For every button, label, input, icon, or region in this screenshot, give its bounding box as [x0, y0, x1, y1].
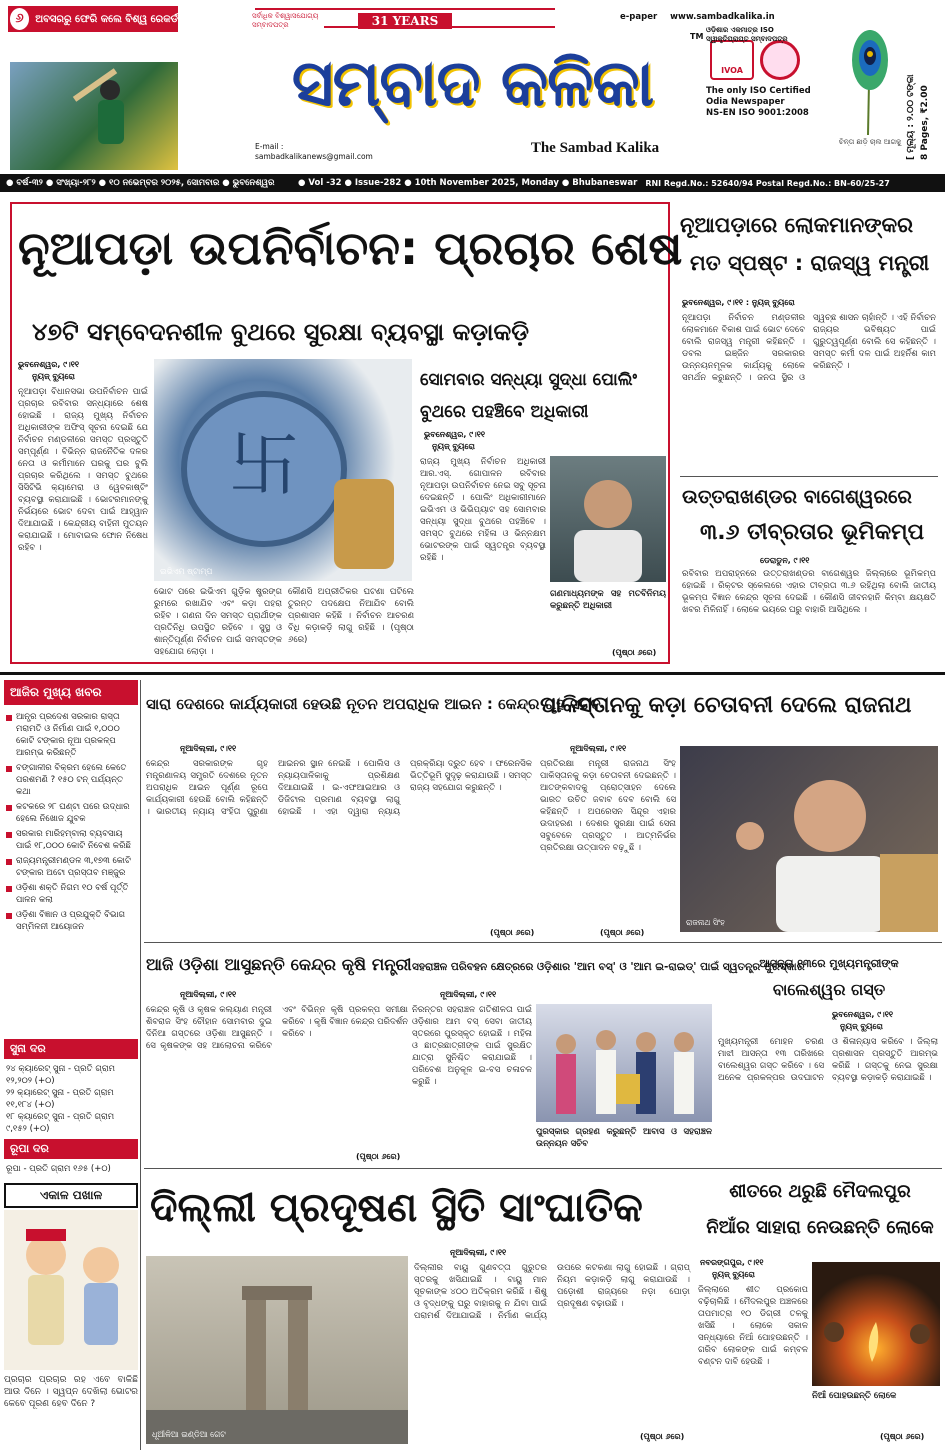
sidebar-divider — [140, 680, 141, 1450]
cm-visit-body: ମୁଖ୍ୟମନ୍ତ୍ରୀ ମୋହନ ଚରଣ ମାଝୀ ଆସନ୍ତା ୧୩ ତାରିଖରେ ବାଲେଶ୍ୱର ଗସ୍ତ କରିବେ । ସେ ଅନେକ ପ୍ରକଳ୍ପର ଉଦଘାଟନ ଓ ଶିଳାନ୍ୟାସ କରିବେ । ଜିଲ୍ଲା ପ୍ରଶାସନ ପ୍ରସ୍ତୁତି ଆରମ୍ଭ କରିଛି । ଗସ୍ତକୁ ନେଇ ସୁରକ୍ଷା ବ୍ୟବସ୍ଥା କଡ଼ାକଡ଼ି କରାଯାଇଛି । — [718, 1037, 938, 1083]
sidebar-news-item[interactable]: କଟକରେ ୨୮ ଘଣ୍ଟା ପରେ ଉଦ୍ଧାର ହେଲେ ନିଖୋଜ ଯୁବକ — [6, 801, 136, 825]
cartoon-title: ଏକାଳ ପଖାଳ — [4, 1183, 138, 1208]
dateline-english: ● Vol -32 ● Issue-282 ● 10th November 2025, Monday ● Bhubaneswar — [298, 178, 638, 188]
lead-photo[interactable] — [154, 359, 412, 581]
agri-more[interactable]: (ପୃଷ୍ଠା ୬ରେ) — [356, 1152, 401, 1161]
gold-rate-label: ୧୮ କ୍ୟାରେଟ୍ ସୁନା - ପ୍ରତି ଗ୍ରାମ — [6, 1112, 115, 1122]
masthead — [0, 0, 945, 172]
gold-rate-label: ୨୪ କ୍ୟାରେଟ୍ ସୁନା - ପ୍ରତି ଗ୍ରାମ — [6, 1064, 115, 1074]
iso-line3: NS-EN ISO 9001:2008 — [706, 108, 809, 118]
cartoon-caption: ପ୍ରଚାର ପ୍ରଚାର ରହ ଏବେ ବାକିଛି ଆଉ ଦିନେ । ସ୍ୱପ୍ନ ଦେଖିଲା ଭୋଟର କେବେ ପୂରଣ ହେବ ଦିନେ ? — [4, 1375, 138, 1409]
lead-story — [10, 202, 683, 664]
sidebar-title: ଆଜିର ମୁଖ୍ୟ ଖବର — [4, 680, 138, 705]
lead-col4: କୌଣସି ଅପ୍ରୀତିକର ଘଟଣା ଘଟିଲେ ତୁରନ୍ତ ପଦକ୍ଷେପ ନିଆଯିବ ବୋଲି ପ୍ରଶାସନ କହିଛି । ନିର୍ବାଚନ ଆଚରଣ ବିଧି କଡ଼ାକଡ଼ି ଲାଗୁ ରହିଛି । (ପୃଷ୍ଠା ୬ରେ) — [288, 587, 414, 645]
ama-bus-dateline: ନୂଆଦିଲ୍ଲୀ, ୯।୧୧ — [440, 990, 497, 999]
lead-body: ନୂଆପଡ଼ା ବିଧାନସଭା ଉପନିର୍ବାଚନ ପାଇଁ ପ୍ରଚାର ରବିବାର ସନ୍ଧ୍ୟାରେ ଶେଷ ହୋଇଛି । ରାଜ୍ୟ ମୁଖ୍ୟ ନିର୍ବାଚନ ଅଧିକାରୀଙ୍କ ଅଫିସ୍ ସୂଚନା ଦେଇଛି ଯେ ନିର୍ବାଚନ ମଣ୍ଡଳୀରେ ସମସ୍ତ ପ୍ରସ୍ତୁତି ସମ୍ପୂର୍ଣ୍ଣ । ବିଭିନ୍ନ ରାଜନୈତିକ ଦଳର ନେତା ଓ କର୍ମୀମାନେ ଘରକୁ ଘର ବୁଲି ପ୍ରଚାର କରିଥିଲେ । ସମସ୍ତ ବୁଥରେ ସିସିଟିଭି କ୍ୟାମେରା ଓ ୱେବକାଷ୍ଟିଂ ବ୍ୟବସ୍ଥା କରାଯାଇଛି । ଭୋଟରମାନଙ୍କୁ ନିର୍ଭୟରେ ଭୋଟ ଦେବା ପାଇଁ ଆହ୍ୱାନ ଦିଆଯାଇଛି । କେନ୍ଦ୍ରୀୟ ବାହିନୀ ମୁତୟନ କରାଯାଇଛି । ମୋବାଇଲ ଫୋନ ନିଷେଧ ରହିବ । — [18, 387, 148, 553]
ballot-stamp-icon — [154, 359, 412, 581]
quake-body: ରବିବାର ଅପରାହ୍ନରେ ଉତ୍ତରାଖଣ୍ଡର ବାଗେଶ୍ୱର ଜିଲ୍ଲାରେ ଭୂମିକମ୍ପ ହୋଇଛି । ରିକ୍ଟର ସ୍କେଲରେ ଏହାର ତୀବ୍ରତା ୩.୬ ରହିଥିଲା ବୋଲି ଜାତୀୟ ଭୂକମ୍ପ ବିଜ୍ଞାନ କେନ୍ଦ୍ର ସୂଚନା ଦେଇଛି । କୌଣସି ଜୀବନହାନି କିମ୍ବା କ୍ଷୟକ୍ଷତି ଖବର ମିଳିନାହିଁ । ଲୋକେ ଭୟରେ ଘରୁ ବାହାରି ଆସିଥିଲେ । — [682, 569, 936, 615]
right-top-headline1[interactable]: ନୂଆପଡ଼ାରେ ଲୋକମାନଙ୍କର — [680, 213, 914, 237]
iso-odia: ଓଡ଼ିଶାର ଏକମାତ୍ର ISO ସ୍ୱୀକୃତିପ୍ରାପ୍ତ ସମ୍ବାଦପତ୍ର — [706, 26, 788, 43]
gold-title: ସୁନା ଦର — [4, 1039, 138, 1059]
ama-bus-headline[interactable]: ସହରାଞ୍ଚଳ ପରିବହନ କ୍ଷେତ୍ରରେ ଓଡ଼ିଶାର 'ଆମ ବସ୍' ଓ 'ଆମ ଇ-ରାଇଡ୍' ପାଇଁ ସ୍ୱତନ୍ତ୍ର ପୁରସ୍କାର — [412, 961, 805, 973]
silver-title: ରୂପା ଦର — [4, 1139, 138, 1159]
row2-divider — [144, 942, 942, 943]
rajnath-photo[interactable] — [680, 746, 938, 932]
agri-body: କେନ୍ଦ୍ର କୃଷି ଓ କୃଷକ କଲ୍ୟାଣ ମନ୍ତ୍ରୀ ଶିବରାଜ ସିଂହ ଚୌହାନ ସୋମବାର ଦୁଇ ଦିନିଆ ଗସ୍ତରେ ଓଡ଼ିଶା ଆସୁଛନ୍ତି । ସେ କୃଷକଙ୍କ ସହ ଆଲୋଚନା କରିବେ ଏବଂ ବିଭିନ୍ନ କୃଷି ପ୍ରକଳ୍ପ ସମୀକ୍ଷା କରିବେ । କୃଷି ବିଜ୍ଞାନ କେନ୍ଦ୍ର ପରିଦର୍ଶନ କରିବେ । — [146, 1005, 408, 1051]
award-ceremony-icon — [536, 1004, 712, 1122]
cold-dateline: ନବରଙ୍ଗପୁର, ୯।୧୧ — [700, 1258, 764, 1267]
tagline: ସର୍ବାଧିକ ବିଶ୍ୱାସଯୋଗ୍ୟ ସମ୍ବାଦପତ୍ର — [252, 12, 324, 30]
cm-visit-headline1[interactable]: ଆସନ୍ତା ୧୩ରେ ମୁଖ୍ୟମନ୍ତ୍ରୀଙ୍କ — [759, 957, 899, 970]
iso-english — [706, 86, 826, 119]
rajnath-more[interactable]: (ପୃଷ୍ଠା ୬ରେ) — [600, 928, 645, 937]
feather-caption: ଚିନ୍ତା ଛାଡ଼ି ଚାଲ ଆଗକୁ — [838, 138, 902, 146]
web-links[interactable] — [620, 12, 820, 22]
award-caption: ପୁରସ୍କାର ଗ୍ରହଣ କରୁଛନ୍ତି ଆବାସ ଓ ସହରାଞ୍ଚଳ ଉନ୍ନୟନ ସଚିବ — [536, 1127, 712, 1149]
svg-text:卐: 卐 — [229, 424, 299, 506]
cold-headline2[interactable]: ନିଆଁର ସାହାରା ନେଉଛନ୍ତି ଲୋକେ — [706, 1217, 934, 1238]
epaper-link[interactable]: e-paper — [620, 12, 658, 22]
gold-rate-label: ୨୨ କ୍ୟାରେଟ୍ ସୁନା - ପ୍ରତି ଗ୍ରାମ — [6, 1088, 114, 1098]
sidebar-news-item[interactable]: ଆନ୍ଧ୍ର ପ୍ରଦେଶ ସରକାର ରାସ୍ତା ମରାମତି ଓ ନିର୍ମାଣ ପାଇଁ ୧,୦୦୦ କୋଟି ଟଙ୍କାର ନୂଆ ପ୍ରକଳ୍ପ ଆରମ୍ଭ କରିଛନ୍ତି — [6, 711, 136, 759]
gold-rate-value: ୧୨,୨୦୨ (+୦) — [6, 1076, 55, 1086]
lead-side-headline2[interactable]: ବୁଥରେ ପହଞ୍ଚିବେ ଅଧିକାରୀ — [420, 402, 589, 422]
iso-line1: The only ISO Certified — [706, 86, 811, 96]
email-block — [255, 142, 405, 162]
sidebar-news-item[interactable]: ଓଡ଼ିଶା ଶକ୍ତି ନିଗମ ୧୦ ବର୍ଷ ପୂର୍ତ୍ତି ପାଳନ କଲା — [6, 882, 136, 906]
cartoon-icon — [6, 1215, 136, 1365]
delhi-dateline: ନୂଆଦିଲ୍ଲୀ, ୯।୧୧ — [450, 1248, 507, 1257]
anniversary-label: 31 YEARS — [358, 13, 453, 29]
cm-visit-headline2[interactable]: ବାଲେଶ୍ୱର ଗସ୍ତ — [772, 980, 886, 999]
cricket-photo[interactable] — [10, 62, 178, 170]
teaser-bar[interactable] — [8, 6, 178, 32]
page-number: ୬ — [10, 8, 29, 30]
row3-divider — [144, 1168, 942, 1169]
lead-photo-label: ଇଭିଏମ ଷ୍ଟାମ୍ପ — [160, 567, 213, 576]
crime-law-body: କେନ୍ଦ୍ର ସରକାରଙ୍କ ଗୃହ ମନ୍ତ୍ରଣାଳୟ ସମ୍ପ୍ରତି ଦେଶରେ ନୂତନ ଅପରାଧିକ ଆଇନ ପୂର୍ଣ୍ଣ ରୂପେ କାର୍ଯ୍ୟକାରୀ ହେଉଛି ବୋଲି କହିଛନ୍ତି । ଭାରତୀୟ ନ୍ୟାୟ ସଂହିତା ପୁରୁଣା ଆଇନର ସ୍ଥାନ ନେଇଛି । ପୋଲିସ ଓ ନ୍ୟାୟପାଳିକାକୁ ପ୍ରଶିକ୍ଷଣ ଦିଆଯାଇଛି । ଇ-ଏଫଆଇଆର ଓ ଡିଜିଟାଲ ପ୍ରମାଣ ବ୍ୟବସ୍ଥା ଲାଗୁ ହୋଇଛି । ଏହା ଦ୍ୱାରା ନ୍ୟାୟ ପ୍ରକ୍ରିୟା ଦ୍ରୁତ ହେବ । ଫରେନସିକ ଭିତ୍ତିଭୂମି ସୁଦୃଢ଼ କରାଯାଉଛି । ସମସ୍ତ ରାଜ୍ୟ ସହଯୋଗ କରୁଛନ୍ତି । — [146, 759, 532, 817]
pages-label: 8 Pages, ₹2.00 — [920, 85, 930, 160]
lead-side-more[interactable]: (ପୃଷ୍ଠା ୬ରେ) — [612, 648, 657, 657]
official-photo[interactable] — [550, 456, 666, 582]
rajnath-body: ପ୍ରତିରକ୍ଷା ମନ୍ତ୍ରୀ ରାଜନାଥ ସିଂହ ପାକିସ୍ତାନକୁ କଡ଼ା ଚେତାବନୀ ଦେଇଛନ୍ତି । ଆତଙ୍କବାଦକୁ ପ୍ରୋତ୍ସାହନ ଦେଲେ ଭାରତ ଉଚିତ ଜବାବ ଦେବ ବୋଲି ସେ କହିଛନ୍ତି । ଅପରେସନ ସିନ୍ଦୂର ଏହାର ଉଦାହରଣ । ଦେଶର ସୁରକ୍ଷା ପାଇଁ ସେନା ସବୁବେଳେ ପ୍ରସ୍ତୁତ । ଆତ୍ମନିର୍ଭର ପ୍ରତିରକ୍ଷା ଉତ୍ପାଦନ ବଢ଼ୁଛି । — [540, 759, 676, 853]
lead-side-bureau: ନ୍ୟୁଜ୍ ବ୍ୟୁରୋ — [432, 442, 475, 451]
cartoon-image[interactable] — [4, 1210, 138, 1370]
masthead-logo[interactable] — [250, 34, 695, 134]
registration: RNI Regd.No.: 52640/94 Postal Regd.No.: BN-60/25-27 — [645, 178, 890, 188]
teaser-text: ଅବସରରୁ ଫେରି କଲେ ବିଶ୍ୱ ରେକର୍ଡ — [35, 13, 178, 25]
peacock-feather-icon — [838, 20, 898, 140]
crime-law-more[interactable]: (ପୃଷ୍ଠା ୬ରେ) — [490, 928, 535, 937]
cold-body: ଜିଲ୍ଲାରେ ଶୀତ ପ୍ରକୋପ ବଢ଼ିଚାଲିଛି । ମୈଦଲପୁର ଅଞ୍ଚଳରେ ତାପମାତ୍ରା ୧୦ ଡିଗ୍ରୀ ତଳକୁ ଖସିଛି । ଲୋକେ ସକାଳ ସନ୍ଧ୍ୟାରେ ନିଆଁ ପୋହଉଛନ୍ତି । ଗରିବ ଲୋକଙ୍କ ପାଇଁ କମ୍ବଳ ବଣ୍ଟନ ଦାବି ହେଉଛି । — [698, 1285, 808, 1367]
ivoa-logo — [710, 40, 754, 80]
cm-visit-bureau: ନ୍ୟୁଜ୍ ବ୍ୟୁରୋ — [840, 1022, 883, 1031]
right-top-headline2[interactable]: ମତ ସ୍ପଷ୍ଟ : ରାଜସ୍ୱ ମନ୍ତ୍ରୀ — [690, 251, 930, 275]
quake-headline2[interactable]: ୩.୬ ତୀବ୍ରତାର ଭୂମିକମ୍ପ — [700, 520, 925, 545]
cold-more[interactable]: (ପୃଷ୍ଠା ୬ରେ) — [880, 1432, 925, 1441]
rajnath-portrait-icon — [680, 746, 938, 932]
bonfire-icon — [812, 1262, 940, 1386]
delhi-body: ଦିଲ୍ଲୀର ବାୟୁ ଗୁଣବତ୍ତା ଗୁରୁତର ସ୍ତରକୁ ଖସିଯାଇଛି । ବାୟୁ ମାନ ସୂଚକାଙ୍କ ୪୦୦ ଅତିକ୍ରମ କରିଛି । ଶିଶୁ ଓ ବୃଦ୍ଧଙ୍କୁ ଘରୁ ବାହାରକୁ ନ ଯିବା ପାଇଁ ପରାମର୍ଶ ଦିଆଯାଇଛି । ନିର୍ମାଣ କାର୍ଯ୍ୟ ଉପରେ କଟକଣା ଲାଗୁ ହୋଇଛି । ଗ୍ରାପ୍ ନିୟମ କଡ଼ାକଡ଼ି ଲାଗୁ କରାଯାଉଛି । ପଡ଼ୋଶୀ ରାଜ୍ୟରେ ନଡ଼ା ପୋଡ଼ା ପ୍ରଦୂଷଣ ବଢ଼ାଉଛି । — [414, 1263, 690, 1321]
cold-headline1[interactable]: ଶୀତରେ ଥରୁଛି ମୈଦଲପୁର — [729, 1181, 911, 1202]
sidebar-news-item[interactable]: ଓଡ଼ିଶା ବିଜ୍ଞାନ ଓ ପ୍ରଯୁକ୍ତି ବିଭାଗ ସମ୍ମିଳନୀ ଆୟୋଜନ — [6, 909, 136, 933]
official-caption: ଗଣମାଧ୍ୟମଙ୍କ ସହ ମତବିନିମୟ କରୁଛନ୍ତି ଅଧିକାରୀ — [550, 589, 666, 611]
sidebar-list — [4, 705, 138, 1035]
lead-side-body: ରାଜ୍ୟ ମୁଖ୍ୟ ନିର୍ବାଚନ ଅଧିକାରୀ ଆର.ଏସ୍. ଗୋପାଳନ ରବିବାର ନୂଆପଡ଼ା ଉପନିର୍ବାଚନ ନେଇ ସବୁ ସୂଚନା ଦେଇଛନ୍ତି । ପୋଲିଂ ଅଧିକାରୀମାନେ ଇଭିଏମ ଓ ଭିଭିପ୍ୟାଟ ସହ ସୋମବାର ସନ୍ଧ୍ୟା ସୁଦ୍ଧା ବୁଥରେ ପହଞ୍ଚିବେ । ସମସ୍ତ ବୁଥରେ ମହିଳା ଓ ଭିନ୍ନକ୍ଷମ ଭୋଟରଙ୍କ ପାଇଁ ସ୍ୱତନ୍ତ୍ର ବ୍ୟବସ୍ଥା ରହିଛି । — [420, 457, 546, 563]
lead-dateline: ଭୁବନେଶ୍ୱର, ୯।୧୧ — [18, 360, 80, 369]
right-top-body: ନୂଆପଡ଼ା ନିର୍ବାଚନ ମଣ୍ଡଳୀର ଲୋକମାନେ ବିକାଶ ପାଇଁ ଭୋଟ ଦେବେ ବୋଲି ରାଜସ୍ୱ ମନ୍ତ୍ରୀ କହିଛନ୍ତି । ଡବଲ ଇଞ୍ଜିନ ସରକାରର ଉନ୍ନୟନମୂଳକ କାର୍ଯ୍ୟକୁ ଲୋକେ ସମର୍ଥନ କରୁଛନ୍ତି । ଜନତା ସ୍ଥିର ଓ ସ୍ୱଚ୍ଛ ଶାସନ ଚାହାଁନ୍ତି । ଏହି ନିର୍ବାଚନ ରାଜ୍ୟର ଭବିଷ୍ୟତ ପାଇଁ ଗୁରୁତ୍ୱପୂର୍ଣ୍ଣ ବୋଲି ସେ କହିଛନ୍ତି । ସମସ୍ତ କର୍ମୀ ଦଳ ପାଇଁ ଅହର୍ନିଶ କାମ କରିଛନ୍ତି । — [682, 313, 936, 383]
ama-bus-body: ନିରନ୍ତର ସହରାଞ୍ଚଳ ଗତିଶୀଳତା ପାଇଁ ଓଡ଼ିଶାର ଆମ ବସ୍ ସେବା ଜାତୀୟ ସ୍ତରରେ ପୁରସ୍କୃତ ହୋଇଛି । ମହିଳା ଓ ଛାତ୍ରଛାତ୍ରୀଙ୍କ ପାଇଁ ସୁରକ୍ଷିତ ଯାତ୍ରା ସୁନିଶ୍ଚିତ କରାଯାଇଛି । ପରିବେଶ ଅନୁକୂଳ ଇ-ବସ ଚଳାଚଳ କରୁଛି । — [412, 1005, 532, 1087]
email-label: E-mail : — [255, 142, 284, 151]
cm-visit-dateline: ଭୁବନେଶ୍ୱର, ୯।୧୧ — [832, 1010, 894, 1019]
logo-english: The Sambad Kalika — [530, 140, 660, 156]
ivoa-label: IVOA — [721, 66, 743, 75]
agri-minister-headline[interactable]: ଆଜି ଓଡ଼ିଶା ଆସୁଛନ୍ତି କେନ୍ଦ୍ର କୃଷି ମନ୍ତ୍ରୀ — [146, 955, 412, 974]
bonfire-caption: ନିଆଁ ପୋହଉଛନ୍ତି ଲୋକେ — [812, 1391, 897, 1401]
price-side — [900, 10, 940, 170]
lead-side-dateline: ଭୁବନେଶ୍ୱର, ୯।୧୧ — [424, 430, 486, 439]
iso-seal-icon — [760, 40, 800, 80]
sidebar-news-item[interactable]: ସରକାର ମାରିହମ୍ବାଲା ବ୍ୟବସାୟ ପାଇଁ ୧୮,୦୦୦ କୋଟି ନିବେଶ କରିଛି — [6, 828, 136, 852]
lead-subhead[interactable]: ୪୭ଟି ସମ୍ବେଦନଶୀଳ ବୁଥରେ ସୁରକ୍ଷା ବ୍ୟବସ୍ଥା କଡ଼ାକଡ଼ି — [32, 318, 529, 346]
bonfire-photo[interactable] — [812, 1262, 940, 1386]
silver-rate: ରୂପା - ପ୍ରତି ଗ୍ରାମ ୧୬୫ (+୦) — [6, 1164, 111, 1174]
lead-bureau: ନ୍ୟୁଜ୍ ବ୍ୟୁରୋ — [32, 372, 75, 381]
gold-rate-value: ୧୧,୧୮୪ (+୦) — [6, 1100, 55, 1110]
sidebar-news-item[interactable]: ରାଜ୍ୟମନ୍ତ୍ରୀମଣ୍ଡଳ ୩,୧୭୩ କୋଟି ଟଙ୍କାର ଅଟୋ ପ୍ରସ୍ତାବ ମଞ୍ଜୁର — [6, 855, 136, 879]
official-portrait-icon — [550, 456, 666, 582]
cold-bureau: ନ୍ୟୁଜ୍ ବ୍ୟୁରୋ — [712, 1270, 755, 1279]
gold-rate-value: ୯,୧୫୨ (+୦) — [6, 1124, 50, 1134]
india-gate-icon — [146, 1256, 408, 1444]
logo-text: ସମ୍ବାଦ କଳିକା — [291, 47, 654, 121]
quake-headline1[interactable]: ଉତ୍ତରାଖଣ୍ଡର ବାଗେଶ୍ୱରରେ — [682, 486, 912, 508]
agri-dateline: ନୂଆଦିଲ୍ଲୀ, ୯।୧୧ — [180, 990, 237, 999]
rajnath-photo-label: ରାଜନାଥ ସିଂହ — [686, 918, 725, 927]
price-label: [ ମୂଲ୍ୟ : ୨.୦୦ ଟଙ୍କା — [906, 74, 916, 160]
sidebar-news-item[interactable]: ବଙ୍ଗାଳୀର ବିକ୍ରମ ହେଲେ କେତେ ପରଶମଣି ? ୧୫୦ ଟନ୍ ପର୍ଯ୍ୟନ୍ତ କଥା — [6, 762, 136, 798]
lead-col3: ଭୋଟ ପରେ ଇଭିଏମ ଗୁଡ଼ିକ ଷ୍ଟ୍ରଙ୍ଗ ରୁମରେ ରଖାଯିବ ଏବଂ କଡ଼ା ପହରା ରହିବ । ଗଣନା ଦିନ ସମସ୍ତ ପ୍ରାର୍ଥୀଙ୍କ ପ୍ରତିନିଧି ଉପସ୍ଥିତ ରହିବେ । ସୁସ୍ଥ ଓ ଶାନ୍ତିପୂର୍ଣ୍ଣ ନିର୍ବାଚନ ପାଇଁ ସମସ୍ତଙ୍କ ସହଯୋଗ ଲୋଡ଼ା । — [154, 587, 282, 657]
email-link[interactable]: sambadkalikanews@gmail.com — [255, 152, 373, 161]
right-divider — [680, 476, 938, 477]
rajnath-dateline: ନୂଆଦିଲ୍ଲୀ, ୯।୧୧ — [570, 744, 627, 753]
cricketer-icon — [10, 62, 178, 170]
crime-law-headline[interactable]: ସାରା ଦେଶରେ କାର୍ଯ୍ୟକାରୀ ହେଉଛି ନୂତନ ଅପରାଧିକ ଆଇନ : କେନ୍ଦ୍ର ଗୃହ ସଚିବ — [146, 695, 601, 713]
website-link[interactable]: www.sambadkalika.in — [670, 12, 775, 22]
delhi-photo[interactable] — [146, 1256, 408, 1444]
delhi-photo-label: ଧୂଆଁଳିଆ ଇଣ୍ଡିଆ ଗେଟ — [152, 1430, 226, 1439]
trademark: TM — [690, 32, 704, 41]
rajnath-headline[interactable]: ପାକିସ୍ତାନକୁ କଡ଼ା ଚେତାବନୀ ଦେଲେ ରାଜନାଥ — [540, 693, 912, 718]
iso-line2: Odia Newspaper — [706, 97, 785, 107]
crime-law-dateline: ନୂଆଦିଲ୍ଲୀ, ୯।୧୧ — [180, 744, 237, 753]
dateline-bar — [0, 174, 945, 192]
section-divider — [0, 672, 945, 675]
award-photo[interactable] — [536, 1004, 712, 1122]
lead-side-headline1[interactable]: ସୋମବାର ସନ୍ଧ୍ୟା ସୁଦ୍ଧା ପୋଲିଂ — [420, 370, 637, 390]
dateline-odia: ● ବର୍ଷ-୩୨ ● ସଂଖ୍ୟା-୨୮୨ ● ୧୦ ନଭେମ୍ବର ୨୦୨୫, ସୋମବାର ● ଭୁବନେଶ୍ୱର — [6, 178, 275, 188]
gold-rates — [4, 1059, 138, 1139]
delhi-more[interactable]: (ପୃଷ୍ଠା ୬ରେ) — [640, 1432, 685, 1441]
lead-headline[interactable]: ନୂଆପଡ଼ା ଉପନିର୍ବାଚନ: ପ୍ରଚାର ଶେଷ — [18, 221, 683, 275]
delhi-pollution-headline[interactable]: ଦିଲ୍ଲୀ ପ୍ରଦୂଷଣ ସ୍ଥିତି ସାଂଘାତିକ — [150, 1185, 643, 1231]
sidebar — [4, 680, 138, 1446]
quake-dateline: ଡେରାଡୁନ, ୯।୧୧ — [760, 556, 810, 565]
iso-text — [706, 26, 816, 43]
right-top-dateline: ଭୁବନେଶ୍ୱର, ୯।୧୧ : ନ୍ୟୁଜ୍ ବ୍ୟୁରୋ — [682, 298, 795, 307]
